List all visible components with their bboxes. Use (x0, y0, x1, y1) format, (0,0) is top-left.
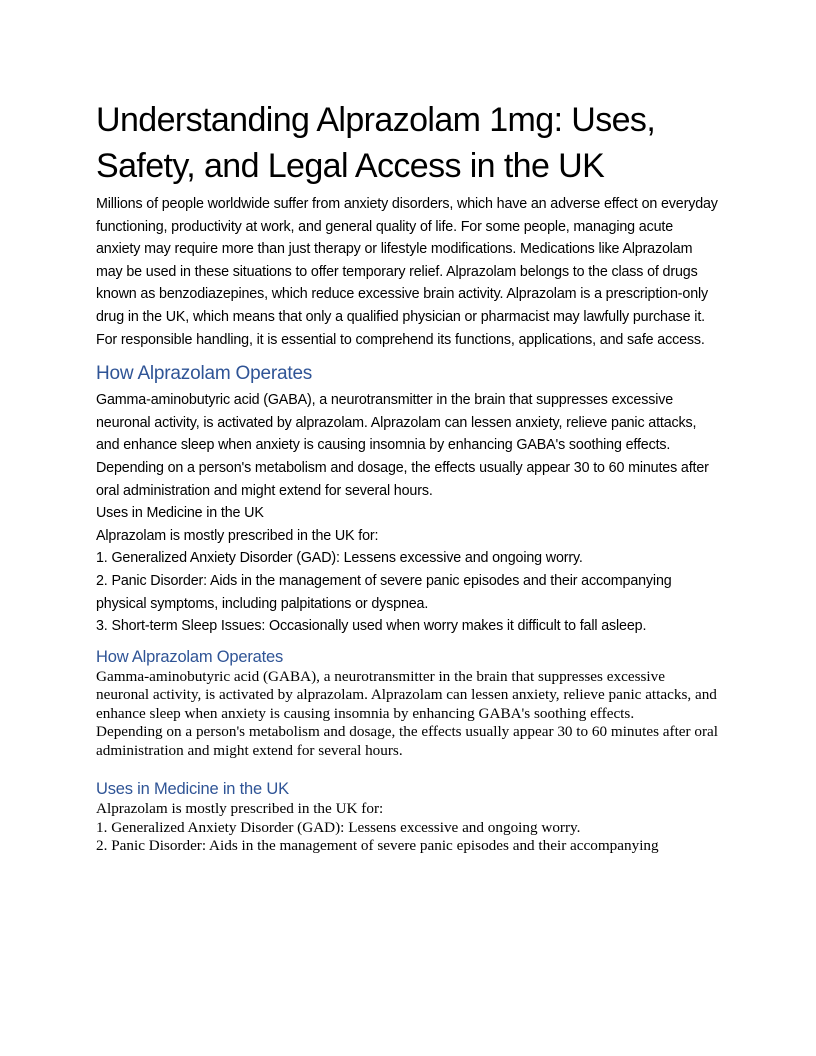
section-uses-uk (96, 778, 720, 856)
document-title: Understanding Alprazolam 1mg: Uses, Safety, and Legal Access in the UK (96, 101, 656, 185)
section-heading: How Alprazolam Operates (96, 363, 313, 385)
list-item: 1. Generalized Anxiety Disorder (GAD): Lessens excessive and ongoing worry. (96, 818, 581, 836)
list-intro: Alprazolam is mostly prescribed in the UK for: (96, 800, 384, 818)
section-how-operates-2 (96, 646, 720, 761)
list-item: 3. Short-term Sleep Issues: Occasionally used when worry makes it difficult to fall asleep. (96, 618, 647, 635)
list-item: 2. Panic Disorder: Aids in the management of severe panic episodes and their accompanying physical symptoms, including palpitations or dyspnea. (96, 572, 672, 612)
section-heading: Uses in Medicine in the UK (96, 780, 289, 799)
section-paragraph: Depending on a person's metabolism and dosage, the effects usually appear 30 to 60 minutes after oral administration and might extend for several hours. (96, 459, 709, 499)
subsection-label: Uses in Medicine in the UK (96, 505, 264, 522)
intro-paragraph: Millions of people worldwide suffer from anxiety disorders, which have an adverse effect on everyday functioning, productivity at work, and general quality of life. For some people, managing acute anxiety may require more than just therapy or lifestyle modifications. Medications like Alprazolam may be used in these situations to offer temporary relief. Alprazolam belongs to the class of drugs known as benzodiazepines, which reduce excessive brain activity. Alprazolam is a prescription-only drug in the UK, which means that only a qualified physician or pharmacist may lawfully purchase it. For responsible handling, it is essential to comprehend its functions, applications, and safe access. (96, 196, 718, 348)
section-paragraph: Gamma-aminobutyric acid (GABA), a neurotransmitter in the brain that suppresses excessive neuronal activity, is activated by alprazolam. Alprazolam can lessen anxiety, relieve panic attacks, and enhance sleep when anxiety is causing insomnia by enhancing GABA's soothing effects. (96, 392, 697, 454)
document-page (96, 97, 720, 856)
list-item: 2. Panic Disorder: Aids in the management of severe panic episodes and their accompanying (96, 837, 659, 855)
section-paragraph: Depending on a person's metabolism and dosage, the effects usually appear 30 to 60 minutes after oral administration and might extend for several hours. (96, 723, 719, 759)
section-heading: How Alprazolam Operates (96, 647, 284, 666)
list-item: 1. Generalized Anxiety Disorder (GAD): Lessens excessive and ongoing worry. (96, 550, 583, 567)
section-how-operates-1 (96, 361, 720, 638)
list-intro: Alprazolam is mostly prescribed in the UK for: (96, 527, 379, 544)
section-paragraph: Gamma-aminobutyric acid (GABA), a neurotransmitter in the brain that suppresses excessive neuronal activity, is activated by alprazolam. Alprazolam can lessen anxiety, relieve panic attacks, and enhance sleep when anxiety is causing insomnia by enhancing GABA's soothing effects. (96, 667, 717, 722)
